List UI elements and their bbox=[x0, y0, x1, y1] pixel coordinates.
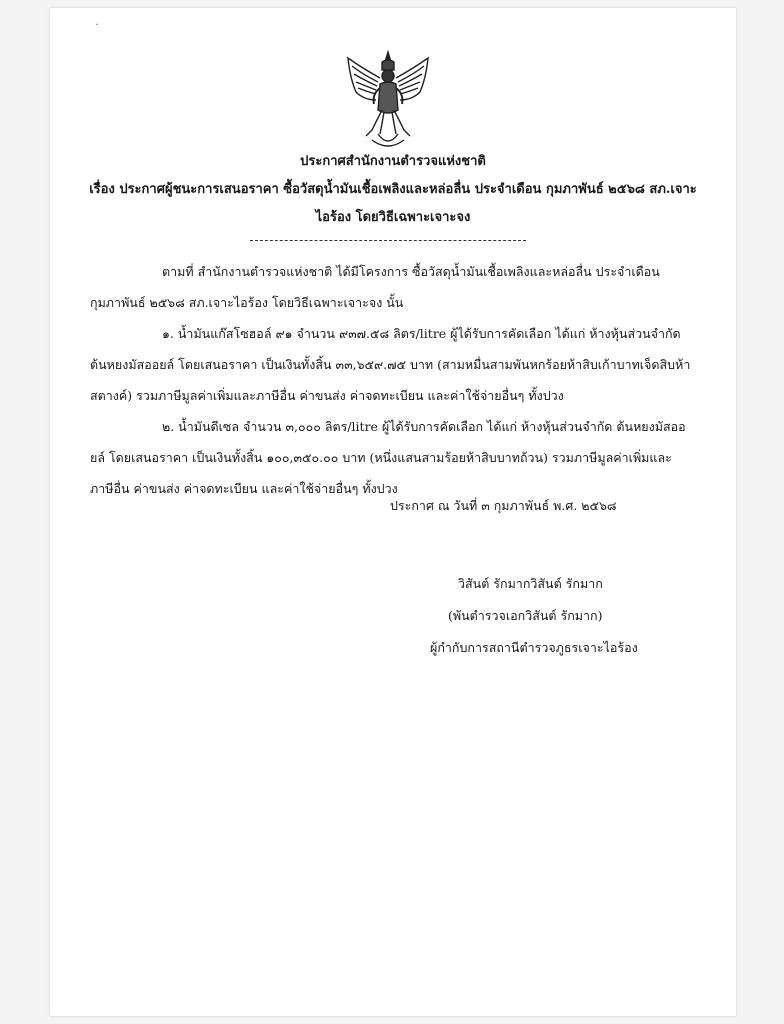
signature-name: วิสันต์ รักมากวิสันต์ รักมาก bbox=[458, 576, 603, 591]
document-page bbox=[50, 8, 736, 1016]
signatory-position: ผู้กำกับการสถานีตำรวจภูธรเจาะไอร้อง bbox=[430, 640, 638, 655]
item-2-line-1: ๒. น้ำมันดีเซล จำนวน ๓,๐๐๐ ลิตร/litre ผู้ได้รับการคัดเลือก ได้แก่ ห้างหุ้นส่วนจำกัด ต้นหยงมัสออ bbox=[162, 419, 686, 434]
intro-line-2: กุมภาพันธ์ ๒๕๖๘ สภ.เจาะไอร้อง โดยวิธีเฉพาะเจาะจง นั้น bbox=[90, 295, 404, 310]
item-1-paragraph bbox=[90, 318, 710, 411]
intro-paragraph bbox=[90, 256, 710, 318]
garuda-emblem-icon bbox=[342, 48, 434, 152]
item-2-paragraph bbox=[90, 411, 710, 504]
scan-speck: ˙ bbox=[94, 22, 100, 36]
subject-line-cont: ไอร้อง โดยวิธีเฉพาะเจาะจง bbox=[315, 210, 471, 225]
item-2-line-2: ยล์ โดยเสนอราคา เป็นเงินทั้งสิ้น ๑๐๐,๓๕๐.๐๐ บาท (หนึ่งแสนสามร้อยห้าสิบบาทถ้วน) รวมภาษีมูลค่าเพิ่มและ bbox=[90, 450, 672, 465]
divider-line bbox=[250, 240, 526, 241]
announcement-title: ประกาศสำนักงานตำรวจแห่งชาติ bbox=[300, 154, 486, 169]
item-1-line-1: ๑. น้ำมันแก๊สโซฮอล์ ๙๑ จำนวน ๙๓๗.๕๘ ลิตร/litre ผู้ได้รับการคัดเลือก ได้แก่ ห้างหุ้นส่วนจำกัด bbox=[162, 326, 681, 341]
signatory-rank-name: (พันตำรวจเอกวิสันต์ รักมาก) bbox=[448, 608, 603, 623]
subject-line: เรื่อง ประกาศผู้ชนะการเสนอราคา ซื้อวัสดุน้ำมันเชื้อเพลิงและหล่อลื่น ประจำเดือน กุมภาพันธ์ ๒๕๖๘ สภ.เจาะ bbox=[89, 182, 697, 197]
item-1-line-3: สตางค์) รวมภาษีมูลค่าเพิ่มและภาษีอื่น ค่าขนส่ง ค่าจดทะเบียน และค่าใช้จ่ายอื่นๆ ทั้งปวง bbox=[90, 388, 564, 403]
announcement-date: ประกาศ ณ วันที่ ๓ กุมภาพันธ์ พ.ศ. ๒๕๖๘ bbox=[390, 498, 617, 513]
item-2-line-3: ภาษีอื่น ค่าขนส่ง ค่าจดทะเบียน และค่าใช้จ่ายอื่นๆ ทั้งปวง bbox=[90, 481, 398, 496]
intro-line-1: ตามที่ สำนักงานตำรวจแห่งชาติ ได้มีโครงการ ซื้อวัสดุน้ำมันเชื้อเพลิงและหล่อลื่น ประจำเดือน bbox=[162, 264, 660, 279]
item-1-line-2: ต้นหยงมัสออยล์ โดยเสนอราคา เป็นเงินทั้งสิ้น ๓๓,๖๕๙.๗๕ บาท (สามหมื่นสามพันหกร้อยห้าสิบเก้าบาทเจ็ดสิบห้า bbox=[90, 357, 691, 372]
